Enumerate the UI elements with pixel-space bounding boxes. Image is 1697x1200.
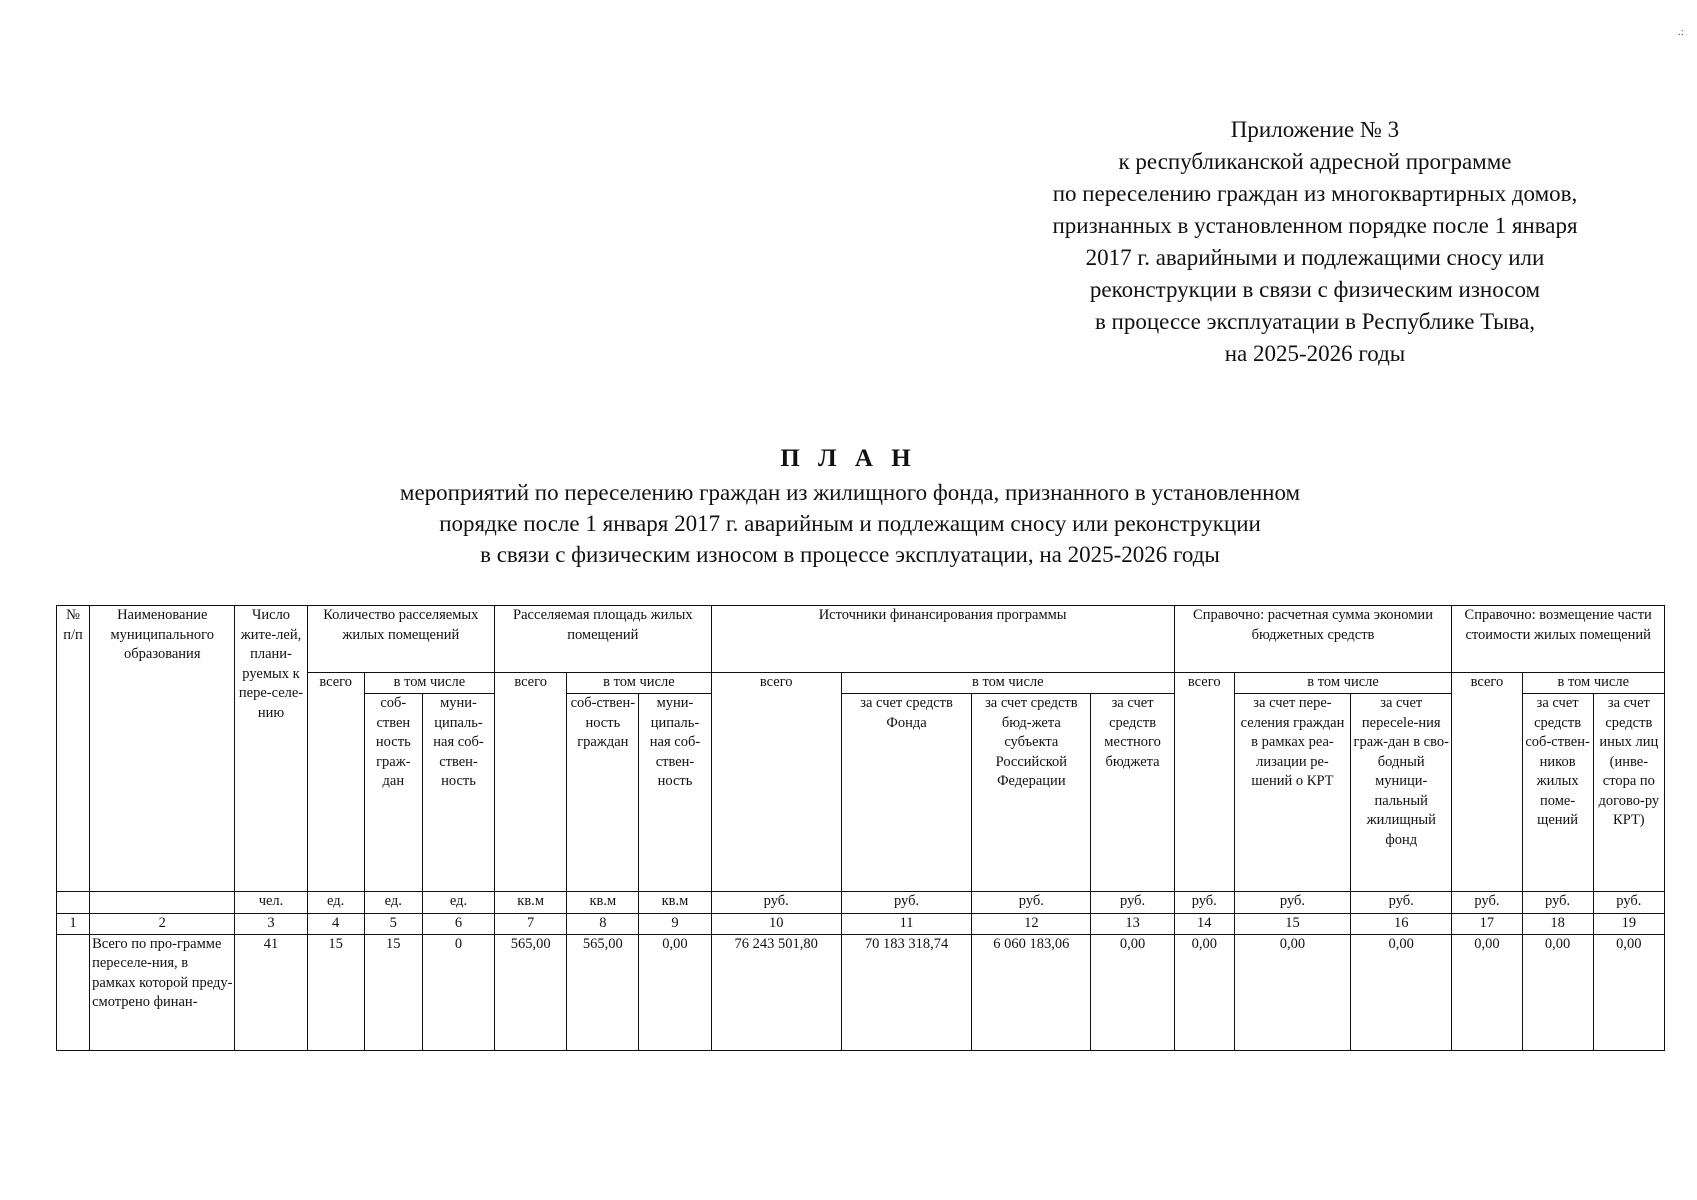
header-count-total: всего [307,673,364,892]
unit-cell: руб. [841,892,971,914]
header-area-group: Расселяемая площадь жилых помещений [495,606,712,673]
header-comp-other: за счет средств иных лиц (инве-стора по догово-ру КРТ) [1593,694,1664,892]
column-number: 17 [1452,914,1522,935]
total-cell-comp-other: 0,00 [1593,934,1664,1050]
unit-cell: руб. [1091,892,1174,914]
total-cell-local-budget: 0,00 [1091,934,1174,1050]
unit-cell [90,892,235,914]
unit-cell: кв.м [495,892,567,914]
header-subject-budget: за счет средств бюд-жета субъекта Российской Федерации [972,694,1091,892]
annex-line: Приложение № 3 [1230,117,1400,142]
header-savings-group: Справочно: расчетная сумма экономии бюджетных средств [1174,606,1452,673]
header-sources-group: Источники финансирования программы [711,606,1174,673]
plan-title: П Л А Н [780,445,917,472]
plan-subtitle [200,477,1500,570]
column-number: 7 [495,914,567,935]
column-number: 12 [972,914,1091,935]
annex-header [985,114,1645,370]
column-number: 6 [422,914,494,935]
column-number: 2 [90,914,235,935]
column-number: 14 [1174,914,1234,935]
total-cell-savings-krt: 0,00 [1234,934,1350,1050]
units-row [57,892,1665,914]
annex-line: признанных в установленном порядке после 1 января [1052,213,1578,238]
total-cell-residents: 41 [235,934,307,1050]
column-number: 15 [1234,914,1350,935]
unit-cell: руб. [1351,892,1452,914]
total-cell-area-municipal: 0,00 [639,934,711,1050]
total-cell-subject-budget: 6 060 183,06 [972,934,1091,1050]
unit-cell [57,892,90,914]
plan-subtitle-line: мероприятий по переселению граждан из жилищного фонда, признанного в установленном [399,480,1301,505]
header-municipality: Наименование муниципального образования [90,606,235,892]
header-sources-including: в том числе [841,673,1174,694]
unit-cell: чел. [235,892,307,914]
column-numbers-row [57,914,1665,935]
column-number: 1 [57,914,90,935]
header-compensation-including: в том числе [1522,673,1664,694]
header-residents: Число жите-лей, плани-руемых к пере-селе-нию [235,606,307,892]
column-number: 13 [1091,914,1174,935]
unit-cell: руб. [1522,892,1593,914]
unit-cell: ед. [422,892,494,914]
annex-line: реконструкции в связи с физическим износом [1089,277,1541,302]
annex-line: по переселению граждан из многоквартирных домов, [1052,181,1578,206]
annex-line: в процессе эксплуатации в Республике Тыва, [1094,309,1536,334]
header-comp-owners: за счет средств соб-ствен-ников жилых поме-щений [1522,694,1593,892]
total-cell-area-own: 565,00 [567,934,639,1050]
unit-cell: руб. [1174,892,1234,914]
header-area-municipal: муни-ципаль-ная соб-ствен-ность [639,694,711,892]
header-compensation-group: Справочно: возмещение части стоимости жилых помещений [1452,606,1665,673]
plan-table [56,605,1665,1051]
column-number: 11 [841,914,971,935]
header-compensation-total: всего [1452,673,1522,892]
total-cell-savings-total: 0,00 [1174,934,1234,1050]
unit-cell: руб. [972,892,1091,914]
total-cell-savings-free-fund: 0,00 [1351,934,1452,1050]
unit-cell: руб. [711,892,841,914]
total-cell-count-total: 15 [307,934,364,1050]
header-area-including: в том числе [567,673,711,694]
plan-subtitle-line: порядке после 1 января 2017 г. аварийным и подлежащим сносу или реконструкции [439,511,1261,536]
total-row-label: Всего по про-грамме переселе-ния, в рамках которой преду-смотрено финан- [90,934,235,1050]
annex-line: к республиканской адресной программе [1118,149,1512,174]
annex-line: 2017 г. аварийными и подлежащими сносу или [1085,245,1545,270]
total-cell-fund: 70 183 318,74 [841,934,971,1050]
column-number: 5 [364,914,422,935]
plan-subtitle-line: в связи с физическим износом в процессе эксплуатации, на 2025-2026 годы [480,542,1220,567]
total-cell-comp-total: 0,00 [1452,934,1522,1050]
header-fund: за счет средств Фонда [841,694,971,892]
header-area-total: всего [495,673,567,892]
header-count-including: в том числе [364,673,494,694]
column-number: 4 [307,914,364,935]
column-number: 18 [1522,914,1593,935]
column-number: 8 [567,914,639,935]
total-row [57,934,1665,1050]
unit-cell: кв.м [639,892,711,914]
column-number: 16 [1351,914,1452,935]
header-savings-free-fund: за счет пересele-ния граж-дан в сво-бодный муници-пальный жилищный фонд [1351,694,1452,892]
unit-cell: ед. [364,892,422,914]
header-savings-krt: за счет пере-селения граждан в рамках реа-лизации ре-шений о КРТ [1234,694,1350,892]
column-number: 9 [639,914,711,935]
column-number: 19 [1593,914,1664,935]
column-number: 3 [235,914,307,935]
column-number: 10 [711,914,841,935]
unit-cell: руб. [1234,892,1350,914]
header-savings-including: в том числе [1234,673,1452,694]
header-count-municipal: муни-ципаль-ная соб-ствен-ность [422,694,494,892]
total-row-number [57,934,90,1050]
unit-cell: кв.м [567,892,639,914]
total-cell-area-total: 565,00 [495,934,567,1050]
unit-cell: руб. [1452,892,1522,914]
total-cell-comp-owners: 0,00 [1522,934,1593,1050]
header-savings-total: всего [1174,673,1234,892]
header-count-group: Количество расселяемых жилых помещений [307,606,494,673]
header-count-own: соб-ствен ность граж-дан [364,694,422,892]
header-number: № п/п [57,606,90,892]
annex-line: на 2025-2026 годы [1224,341,1406,366]
unit-cell: ед. [307,892,364,914]
total-cell-sources-total: 76 243 501,80 [711,934,841,1050]
header-local-budget: за счет средств местного бюджета [1091,694,1174,892]
header-area-own: соб-ствен-ность граждан [567,694,639,892]
header-sources-total: всего [711,673,841,892]
total-cell-count-own: 15 [364,934,422,1050]
scan-mark: .: [1678,26,1684,38]
total-cell-count-municipal: 0 [422,934,494,1050]
unit-cell: руб. [1593,892,1664,914]
